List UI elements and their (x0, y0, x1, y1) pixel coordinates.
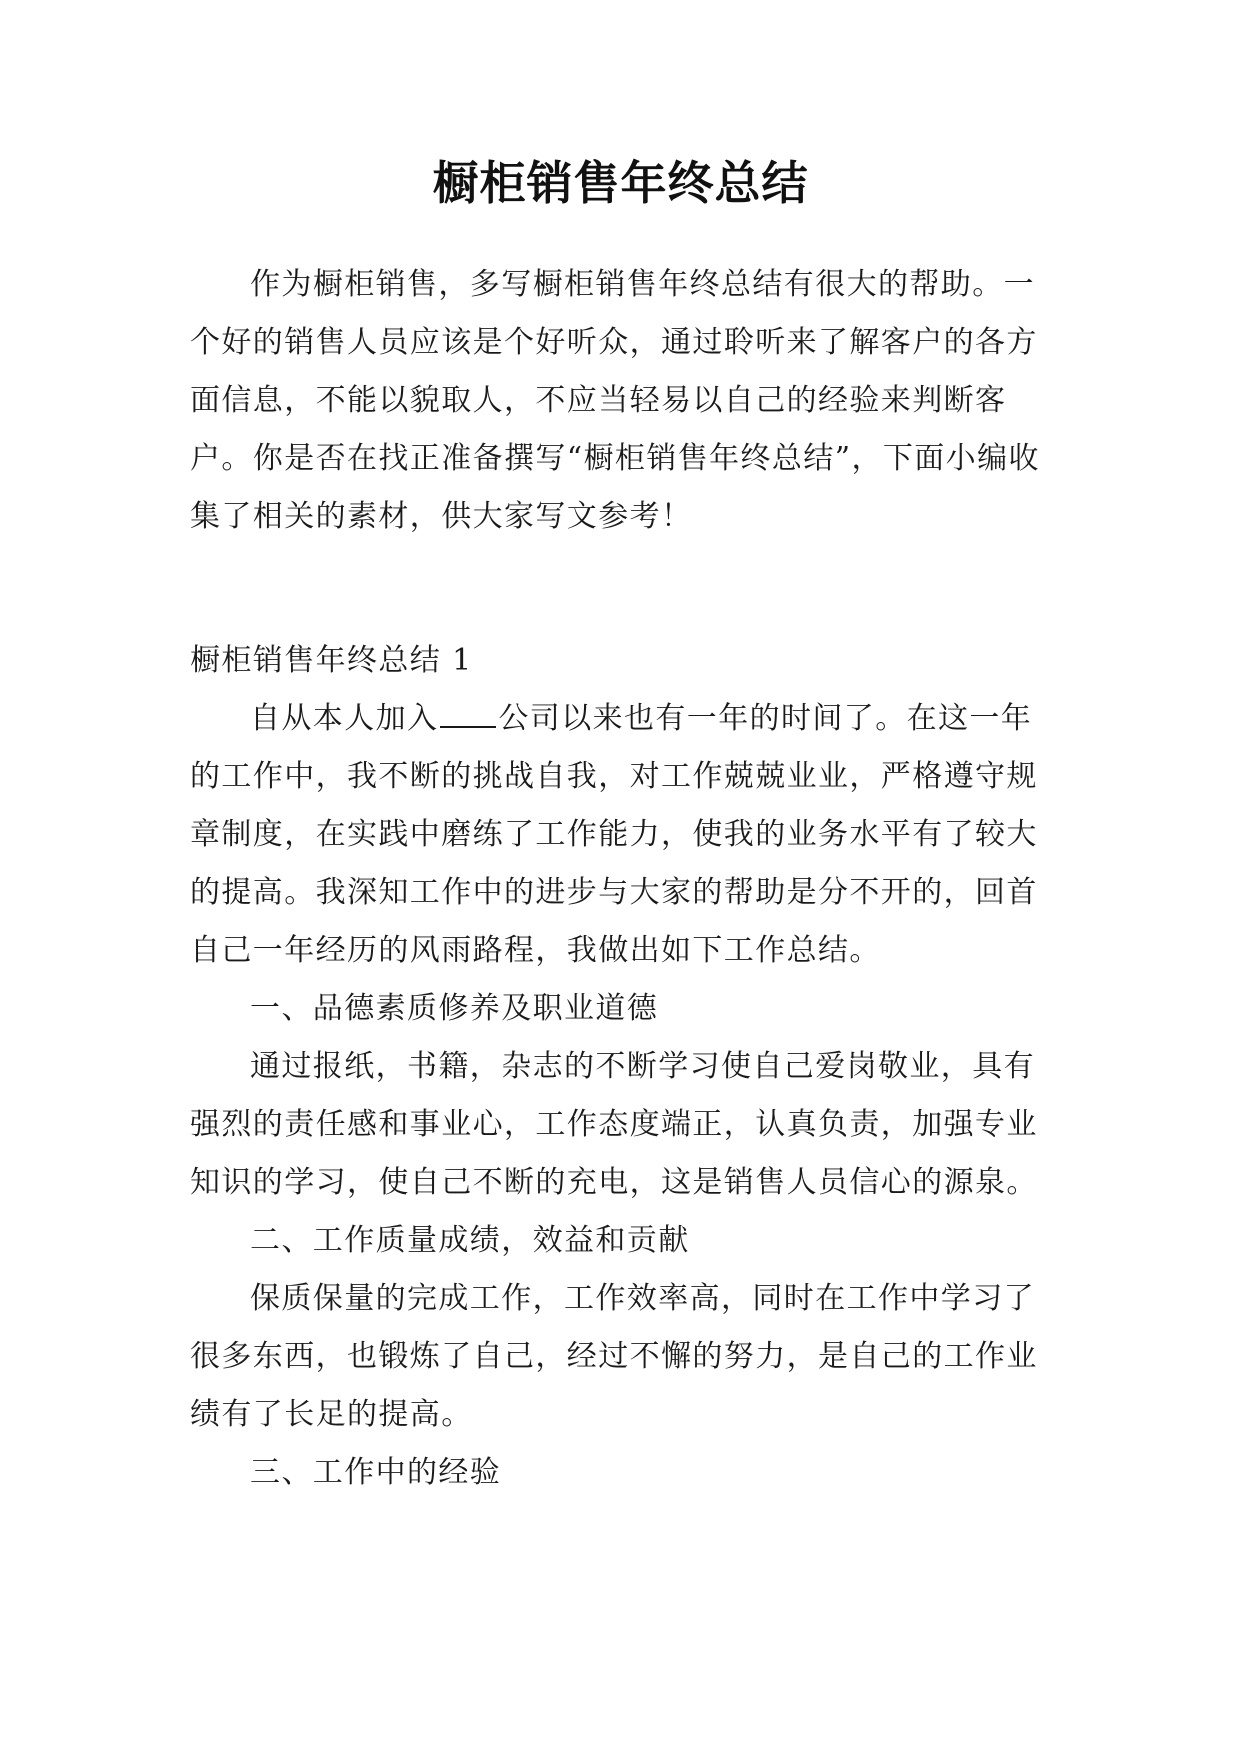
intro-block (190, 256, 1052, 546)
paragraph-1-rest: 公司以来也有一年的时间了。在这一年的工作中，我不断的挑战自我，对工作兢兢业业，严格遵守规章制度，在实践中磨练了工作能力，使我的业务水平有了较大的提高。我深知工作中的进步与大家的帮助是分不开的，回首自己一年经历的风雨路程，我做出如下工作总结。 (190, 701, 1038, 968)
paragraph-2: 通过报纸，书籍，杂志的不断学习使自己爱岗敬业，具有强烈的责任感和事业心，工作态度端正，认真负责，加强专业知识的学习，使自己不断的充电，这是销售人员信心的源泉。 (190, 1049, 1038, 1200)
document-title: 橱柜销售年终总结 (432, 156, 809, 210)
paragraph-1 (190, 690, 1052, 980)
heading-2: 二、工作质量成绩，效益和贡献 (250, 1223, 690, 1258)
paragraph-1-start: 自从本人加入 (250, 701, 439, 736)
section-block (190, 632, 1052, 1502)
intro-paragraph: 作为橱柜销售，多写橱柜销售年终总结有很大的帮助。一个好的销售人员应该是个好听众，通过聆听来了解客户的各方面信息，不能以貌取人，不应当轻易以自己的经验来判断客户。你是否在找正准备撰写“橱柜销售年终总结”，下面小编收集了相关的素材，供大家写文参考！ (190, 267, 1040, 534)
fill-in-blank (440, 702, 496, 728)
heading-1: 一、品德素质修养及职业道德 (250, 991, 659, 1026)
section-title: 橱柜销售年终总结 1 (190, 643, 473, 678)
heading-3: 三、工作中的经验 (250, 1455, 502, 1490)
paragraph-3: 保质保量的完成工作，工作效率高，同时在工作中学习了很多东西，也锻炼了自己，经过不懈的努力，是自己的工作业绩有了长足的提高。 (190, 1281, 1038, 1432)
